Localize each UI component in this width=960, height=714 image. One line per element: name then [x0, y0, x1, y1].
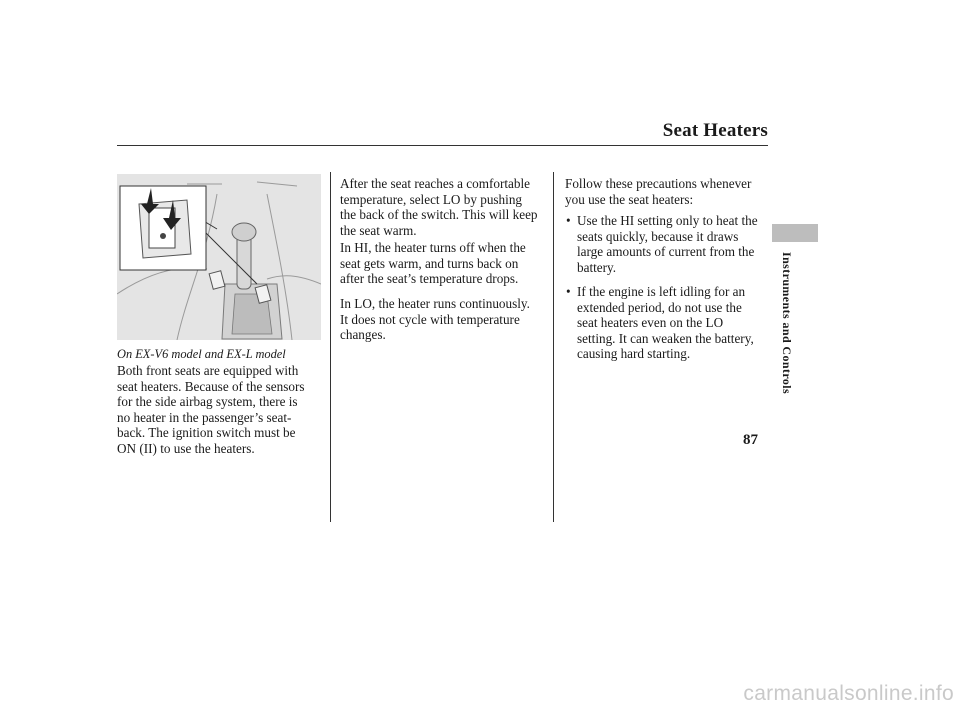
- paragraph-hi-setting: In HI, the heater turns off when the seat gets warm, and turns back on after the seat’s temperature drops.: [340, 240, 526, 287]
- list-item: [566, 213, 758, 275]
- seat-heater-switch-illustration: [117, 174, 321, 340]
- title-rule: [117, 145, 768, 146]
- column-divider: [330, 172, 331, 522]
- section-label: Instruments and Controls: [780, 252, 794, 395]
- bullet-text: Use the HI setting only to heat the seats quickly, because it draws large amounts of current from the battery.: [577, 213, 758, 275]
- paragraph-lo-setting: After the seat reaches a comfortable temperature, select LO by pushing the back of the switch. This will keep the seat warm.: [340, 176, 538, 238]
- intro-paragraph: Both front seats are equipped with seat heaters. Because of the sensors for the side airbag system, there is no heater in the passenger’s seat- back. The ignition switch must be ON (II) to use the heaters.: [117, 363, 305, 456]
- bullet-icon: •: [566, 213, 571, 228]
- page-number: 87: [743, 432, 758, 448]
- section-tab: [772, 224, 818, 242]
- paragraph-lo-continuous: In LO, the heater runs continuously. It does not cycle with temperature changes.: [340, 296, 530, 343]
- bullet-icon: •: [566, 284, 571, 299]
- precautions-intro: Follow these precautions whenever you use the seat heaters:: [565, 176, 752, 207]
- figure-caption: On EX-V6 model and EX-L model: [117, 347, 286, 361]
- watermark: carmanualsonline.info: [743, 682, 954, 705]
- list-item: [566, 284, 754, 362]
- bullet-text: If the engine is left idling for an extended period, do not use the seat heaters even on the LO setting. It can weaken the battery, causing hard starting.: [577, 284, 754, 362]
- console-drawing: [117, 174, 321, 340]
- column-divider: [553, 172, 554, 522]
- page-title: Seat Heaters: [662, 120, 768, 141]
